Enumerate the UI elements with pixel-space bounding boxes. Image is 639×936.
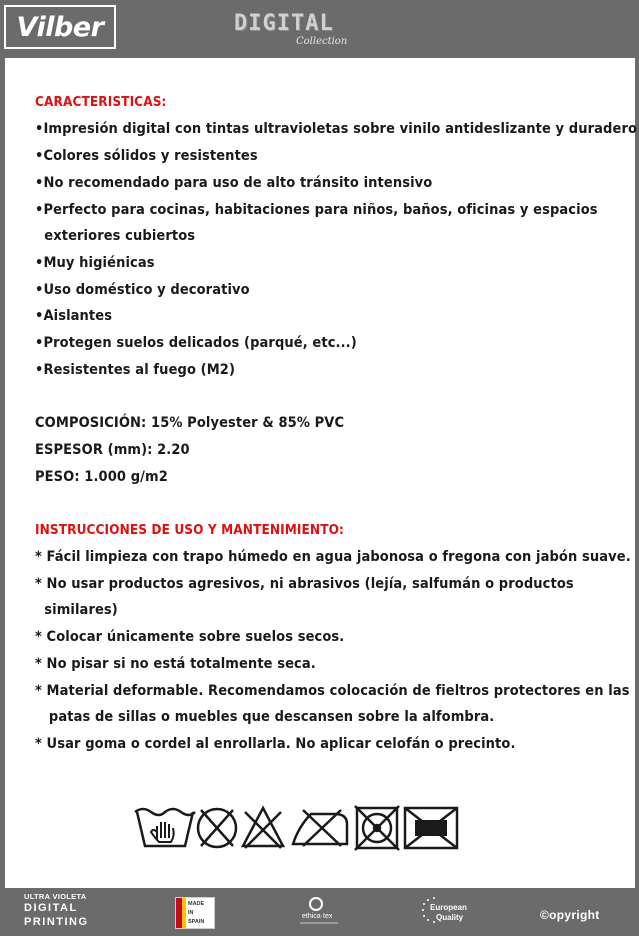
instruction-item: similares) <box>35 602 118 618</box>
eq-line2: Quality <box>436 913 464 922</box>
no-dryer-icon <box>355 806 399 850</box>
characteristic-item: •Perfecto para cocinas, habitaciones para niños, baños, oficinas y espacios <box>35 202 598 218</box>
ethica-label: ethica·tex <box>302 913 333 920</box>
characteristic-item: •Aislantes <box>35 308 113 324</box>
characteristic-item: •Muy higiénicas <box>35 255 155 271</box>
wash-30-hand-icon <box>135 809 195 846</box>
instruction-item: * Usar goma o cordel al enrollarla. No aplicar celofán o precinto. <box>35 736 516 752</box>
instruction-item: * No pisar si no está totalmente seca. <box>35 656 316 672</box>
header-bar <box>0 0 639 58</box>
weight-spec: PESO: 1.000 g/m2 <box>35 469 168 485</box>
characteristic-item: •Protegen suelos delicados (parqué, etc...) <box>35 335 357 351</box>
characteristic-item: exteriores cubiertos <box>35 228 196 244</box>
characteristic-item: •Impresión digital con tintas ultravioletas sobre vinilo antideslizante y duradero <box>35 121 638 137</box>
made-in-spain-badge <box>175 897 215 929</box>
uv-label: ULTRA VIOLETA <box>24 892 87 901</box>
instruction-item: * Fácil limpieza con trapo húmedo en agua jabonosa o fregona con jabón suave. <box>35 549 631 565</box>
collection-subtitle: Collection <box>296 36 348 47</box>
instruction-item: * Material deformable. Recomendamos colocación de fieltros protectores en las <box>35 683 630 699</box>
composition-spec: COMPOSICIÓN: 15% Polyester & 85% PVC <box>35 415 345 431</box>
ethica-underline <box>300 922 338 924</box>
flag-stripe-yellow <box>182 898 186 928</box>
in-label: IN <box>188 910 194 916</box>
instruction-item: patas de sillas o muebles que descansen sobre la alfombra. <box>35 709 495 725</box>
product-sheet <box>5 58 638 888</box>
brand-logo <box>4 5 116 49</box>
spain-label: SPAIN <box>188 919 205 925</box>
no-bleach-icon <box>243 808 283 848</box>
made-label: MADE <box>188 901 205 907</box>
characteristic-item: •Uso doméstico y decorativo <box>35 282 250 298</box>
ethica-logo-icon <box>309 897 323 911</box>
instruction-item: * No usar productos agresivos, ni abrasivos (lejía, salfumán o productos <box>35 576 574 592</box>
copyright-label: ©opyright <box>540 908 600 922</box>
footer-bar <box>0 888 639 936</box>
thickness-spec: ESPESOR (mm): 2.20 <box>35 442 190 458</box>
characteristic-item: •Resistentes al fuego (M2) <box>35 362 236 378</box>
brand-name: Vilber <box>16 11 104 43</box>
instruction-item: * Colocar únicamente sobre suelos secos. <box>35 629 345 645</box>
characteristics-heading: CARACTERISTICAS: <box>35 94 167 110</box>
characteristic-item: •Colores sólidos y resistentes <box>35 148 258 164</box>
characteristic-item: •No recomendado para uso de alto tránsito intensivo <box>35 175 433 191</box>
instructions-heading: INSTRUCCIONES DE USO Y MANTENIMIENTO: <box>35 522 344 538</box>
eq-line1: European <box>430 903 467 912</box>
care-symbols <box>133 802 463 852</box>
uv-printing-label: PRINTING <box>24 916 89 928</box>
european-quality-icon <box>420 896 480 926</box>
no-tumble-dry-icon <box>198 809 236 847</box>
collection-logo <box>234 11 364 51</box>
no-iron-icon <box>293 810 347 846</box>
uv-digital-label: DIGITAL <box>24 902 78 914</box>
no-dry-clean-icon <box>405 808 457 848</box>
collection-title: DIGITAL <box>234 11 334 36</box>
